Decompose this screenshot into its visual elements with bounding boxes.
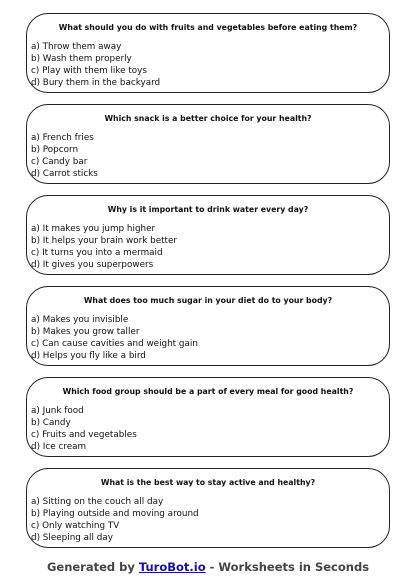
footer-credit (0, 560, 416, 574)
option-c: c) Fruits and vegetables (31, 430, 137, 440)
option-c: c) Candy bar (31, 157, 88, 167)
option-d: d) Sleeping all day (31, 533, 113, 543)
option-d: d) It gives you superpowers (31, 260, 154, 270)
option-a: a) Junk food (31, 406, 84, 416)
question-card-1 (26, 13, 390, 93)
option-c: c) It turns you into a mermaid (31, 248, 163, 258)
options-list (31, 405, 137, 453)
options-list (31, 132, 98, 180)
question-text: Why is it important to drink water every day? (107, 205, 309, 214)
options-list (31, 496, 199, 544)
option-d: d) Helps you fly like a bird (31, 351, 146, 361)
option-a: a) French fries (31, 133, 94, 143)
turobot-link[interactable]: TuroBot.io (138, 560, 206, 574)
option-d: d) Bury them in the backyard (31, 78, 161, 88)
option-a: a) Throw them away (31, 42, 122, 52)
option-a: a) Makes you invisible (31, 315, 129, 325)
question-card-4 (26, 286, 390, 366)
option-c: c) Can cause cavities and weight gain (31, 339, 198, 349)
question-text: Which snack is a better choice for your health? (104, 114, 312, 123)
option-a: a) Sitting on the couch all day (31, 497, 164, 507)
option-b: b) Candy (31, 418, 71, 428)
option-a: a) It makes you jump higher (31, 224, 156, 234)
option-b: b) It helps your brain work better (31, 236, 178, 246)
option-b: b) Playing outside and moving around (31, 509, 199, 519)
question-text: What is the best way to stay active and healthy? (100, 478, 316, 487)
footer-suffix: - Worksheets in Seconds (205, 560, 370, 574)
question-text: What does too much sugar in your diet do to your body? (83, 296, 333, 305)
options-list (31, 41, 160, 89)
option-b: b) Popcorn (31, 145, 79, 155)
question-text: What should you do with fruits and vegetables before eating them? (58, 23, 358, 32)
option-b: b) Makes you grow taller (31, 327, 140, 337)
option-b: b) Wash them properly (31, 54, 132, 64)
question-card-5 (26, 377, 390, 457)
question-text: Which food group should be a part of every meal for good health? (62, 387, 354, 396)
question-card-6 (26, 468, 390, 548)
footer-prefix: Generated by (46, 560, 139, 574)
question-card-2 (26, 104, 390, 184)
options-list (31, 314, 198, 362)
option-d: d) Carrot sticks (31, 169, 98, 179)
option-d: d) Ice cream (31, 442, 87, 452)
question-card-3 (26, 195, 390, 275)
options-list (31, 223, 177, 271)
option-c: c) Only watching TV (31, 521, 120, 531)
option-c: c) Play with them like toys (31, 66, 147, 76)
